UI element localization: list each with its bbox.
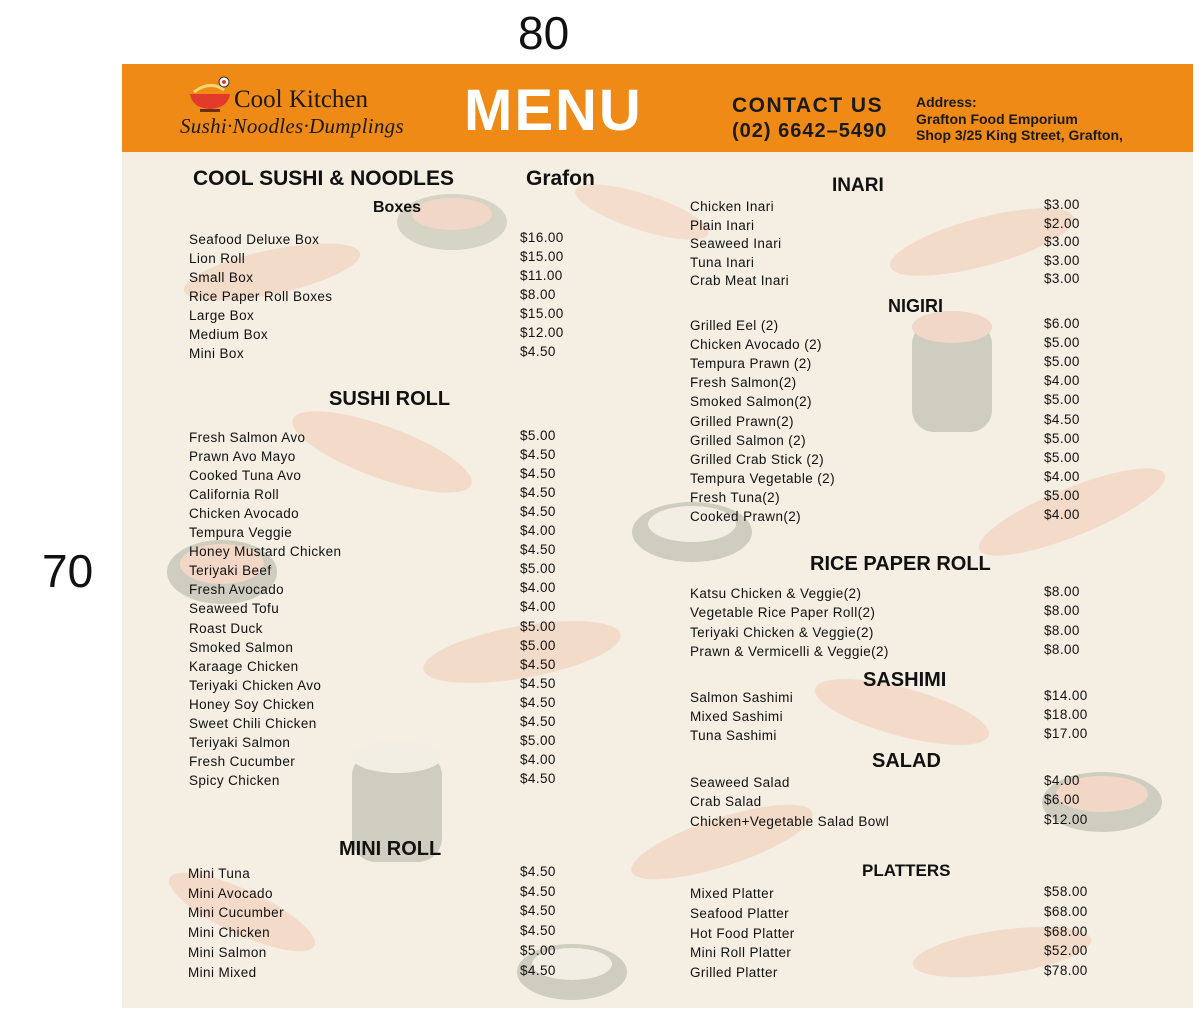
menu-board [122,64,1193,1008]
menu-item-name: Chicken+Vegetable Salad Bowl [690,814,890,829]
menu-item-name: Mixed Platter [690,886,774,901]
menu-item-price: $16.00 [520,230,564,245]
menu-item-price: $4.50 [520,771,556,786]
menu-item-name: Mini Mixed [188,965,257,980]
menu-item-price: $11.00 [520,268,563,283]
menu-item-name: Chicken Avocado [189,506,300,521]
menu-item-price: $4.50 [520,542,556,557]
shop-heading-location: Grafon [526,167,595,190]
brand-tagline: Sushi·Noodles·Dumplings [180,114,404,138]
menu-item-name: Honey Mustard Chicken [189,544,342,559]
menu-item-name: Crab Meat Inari [690,273,790,288]
menu-item-price: $4.50 [520,504,556,519]
menu-item-price: $52.00 [1044,943,1088,958]
menu-item-price: $5.00 [1044,392,1080,407]
section-title-boxes: Boxes [373,199,422,216]
menu-item-price: $12.00 [520,325,564,340]
menu-item-price: $8.00 [1044,623,1080,638]
menu-item-price: $4.00 [520,523,556,538]
menu-item-name: Large Box [189,308,255,323]
menu-item-price: $4.50 [520,466,556,481]
contact-label: CONTACT US [732,94,884,117]
menu-item-price: $4.00 [1044,773,1080,788]
menu-item-name: Salmon Sashimi [690,690,794,705]
menu-item-price: $4.50 [520,447,556,462]
menu-item-price: $4.50 [520,903,556,918]
shop-heading: COOL SUSHI & NOODLES [193,167,454,190]
menu-item-price: $3.00 [1044,253,1080,268]
menu-item-name: Mini Cucumber [188,905,284,920]
menu-item-price: $5.00 [520,733,556,748]
section-title-nigiri: NIGIRI [888,296,944,316]
menu-item-name: Spicy Chicken [189,773,280,788]
menu-item-name: Roast Duck [189,621,263,636]
menu-item-name: Smoked Salmon [189,640,294,655]
menu-item-price: $4.50 [520,657,556,672]
menu-item-name: Tuna Sashimi [690,728,777,743]
menu-item-price: $3.00 [1044,234,1080,249]
menu-item-price: $3.00 [1044,197,1080,212]
menu-item-name: Karaage Chicken [189,659,299,674]
menu-item-name: Mini Roll Platter [690,945,792,960]
menu-item-price: $14.00 [1044,688,1088,703]
menu-item-name: Mixed Sashimi [690,709,783,724]
menu-item-price: $15.00 [520,249,564,264]
noodle-bowl-icon [188,76,232,112]
menu-item-price: $5.00 [1044,354,1080,369]
menu-item-name: Chicken Avocado (2) [690,337,822,352]
menu-item-name: Medium Box [189,327,269,342]
menu-item-price: $8.00 [1044,642,1080,657]
menu-item-name: Prawn & Vermicelli & Veggie(2) [690,644,889,659]
menu-item-name: Mini Salmon [188,945,267,960]
menu-item-name: Crab Salad [690,794,762,809]
menu-item-name: Grilled Salmon (2) [690,433,806,448]
menu-item-price: $4.50 [520,344,556,359]
menu-item-name: Cooked Prawn(2) [690,509,802,524]
section-title-sushi-roll: SUSHI ROLL [329,388,451,410]
section-title-platters: PLATTERS [862,861,951,880]
menu-item-name: Chicken Inari [690,199,774,214]
menu-item-price: $12.00 [1044,812,1088,827]
menu-item-name: Plain Inari [690,218,755,233]
menu-item-price: $68.00 [1044,904,1088,919]
menu-item-price: $4.00 [520,599,556,614]
menu-item-price: $5.00 [1044,450,1080,465]
menu-item-price: $3.00 [1044,271,1080,286]
menu-item-name: Prawn Avo Mayo [189,449,296,464]
menu-item-price: $4.50 [520,676,556,691]
menu-item-price: $58.00 [1044,884,1088,899]
menu-item-name: Seaweed Salad [690,775,790,790]
menu-item-name: Seaweed Inari [690,236,782,251]
menu-item-name: Mini Avocado [188,886,273,901]
menu-item-price: $5.00 [520,638,556,653]
menu-item-price: $8.00 [520,287,556,302]
menu-item-name: Seaweed Tofu [189,601,280,616]
menu-item-price: $15.00 [520,306,564,321]
menu-item-price: $8.00 [1044,584,1080,599]
menu-item-name: Teriyaki Salmon [189,735,291,750]
menu-item-name: California Roll [189,487,280,502]
menu-item-price: $4.50 [1044,412,1080,427]
menu-item-name: Mini Chicken [188,925,271,940]
menu-header [122,64,1193,152]
section-title-mini-roll: MINI ROLL [339,838,442,860]
menu-item-price: $5.00 [1044,431,1080,446]
menu-item-price: $4.00 [1044,373,1080,388]
menu-item-name: Mini Box [189,346,244,361]
menu-item-name: Fresh Avocado [189,582,285,597]
menu-item-price: $5.00 [520,619,556,634]
section-title-salad: SALAD [872,750,941,772]
dimension-label-top: 80 [518,7,570,59]
brand-name: Cool Kitchen [234,86,369,113]
menu-item-name: Tuna Inari [690,255,755,270]
dimension-label-left: 70 [42,545,94,597]
menu-item-price: $5.00 [520,561,556,576]
menu-item-name: Fresh Cucumber [189,754,296,769]
menu-item-name: Fresh Salmon(2) [690,375,797,390]
sushi-background-pattern [122,152,1193,1008]
address-line-1: Grafton Food Emporium [916,111,1078,127]
menu-item-price: $4.50 [520,923,556,938]
menu-item-name: Vegetable Rice Paper Roll(2) [690,605,876,620]
contact-phone: (02) 6642–5490 [732,120,888,142]
menu-item-price: $5.00 [520,428,556,443]
menu-item-price: $17.00 [1044,726,1088,741]
section-title-sashimi: SASHIMI [863,669,947,691]
menu-item-price: $4.50 [520,864,556,879]
menu-item-name: Teriyaki Beef [189,563,272,578]
menu-item-name: Grilled Platter [690,965,778,980]
menu-item-name: Fresh Salmon Avo [189,430,306,445]
menu-item-name: Grilled Eel (2) [690,318,779,333]
menu-item-price: $4.50 [520,485,556,500]
menu-item-name: Tempura Vegetable (2) [690,471,835,486]
menu-item-name: Seafood Platter [690,906,790,921]
menu-item-price: $4.00 [520,580,556,595]
section-title-inari: INARI [832,175,884,196]
menu-item-name: Grilled Crab Stick (2) [690,452,825,467]
menu-item-price: $6.00 [1044,792,1080,807]
menu-item-price: $5.00 [1044,488,1080,503]
menu-item-price: $8.00 [1044,603,1080,618]
menu-item-price: $4.50 [520,963,556,978]
menu-item-name: Grilled Prawn(2) [690,414,794,429]
menu-item-price: $4.00 [1044,507,1080,522]
menu-item-name: Seafood Deluxe Box [189,232,320,247]
menu-item-price: $68.00 [1044,924,1088,939]
menu-item-price: $4.00 [520,752,556,767]
menu-item-name: Cooked Tuna Avo [189,468,302,483]
menu-item-price: $5.00 [520,943,556,958]
menu-title: MENU [464,78,643,143]
menu-item-name: Smoked Salmon(2) [690,394,812,409]
menu-item-name: Tempura Prawn (2) [690,356,812,371]
menu-item-name: Mini Tuna [188,866,251,881]
menu-item-name: Hot Food Platter [690,926,795,941]
menu-item-price: $4.50 [520,695,556,710]
menu-item-price: $18.00 [1044,707,1088,722]
menu-item-name: Lion Roll [189,251,246,266]
menu-item-name: Sweet Chili Chicken [189,716,317,731]
section-title-rice-paper-roll: RICE PAPER ROLL [810,553,991,575]
menu-item-price: $78.00 [1044,963,1088,978]
menu-item-name: Teriyaki Chicken & Veggie(2) [690,625,874,640]
menu-item-name: Honey Soy Chicken [189,697,315,712]
menu-item-price: $6.00 [1044,316,1080,331]
menu-item-name: Fresh Tuna(2) [690,490,780,505]
menu-item-name: Small Box [189,270,254,285]
menu-item-price: $4.00 [1044,469,1080,484]
address-label: Address: [916,94,977,110]
menu-item-price: $4.50 [520,884,556,899]
menu-item-name: Teriyaki Chicken Avo [189,678,322,693]
menu-item-price: $4.50 [520,714,556,729]
menu-item-name: Katsu Chicken & Veggie(2) [690,586,862,601]
menu-item-price: $5.00 [1044,335,1080,350]
menu-item-name: Tempura Veggie [189,525,293,540]
address-line-2: Shop 3/25 King Street, Grafton, [916,127,1123,143]
menu-item-name: Rice Paper Roll Boxes [189,289,333,304]
menu-item-price: $2.00 [1044,216,1080,231]
